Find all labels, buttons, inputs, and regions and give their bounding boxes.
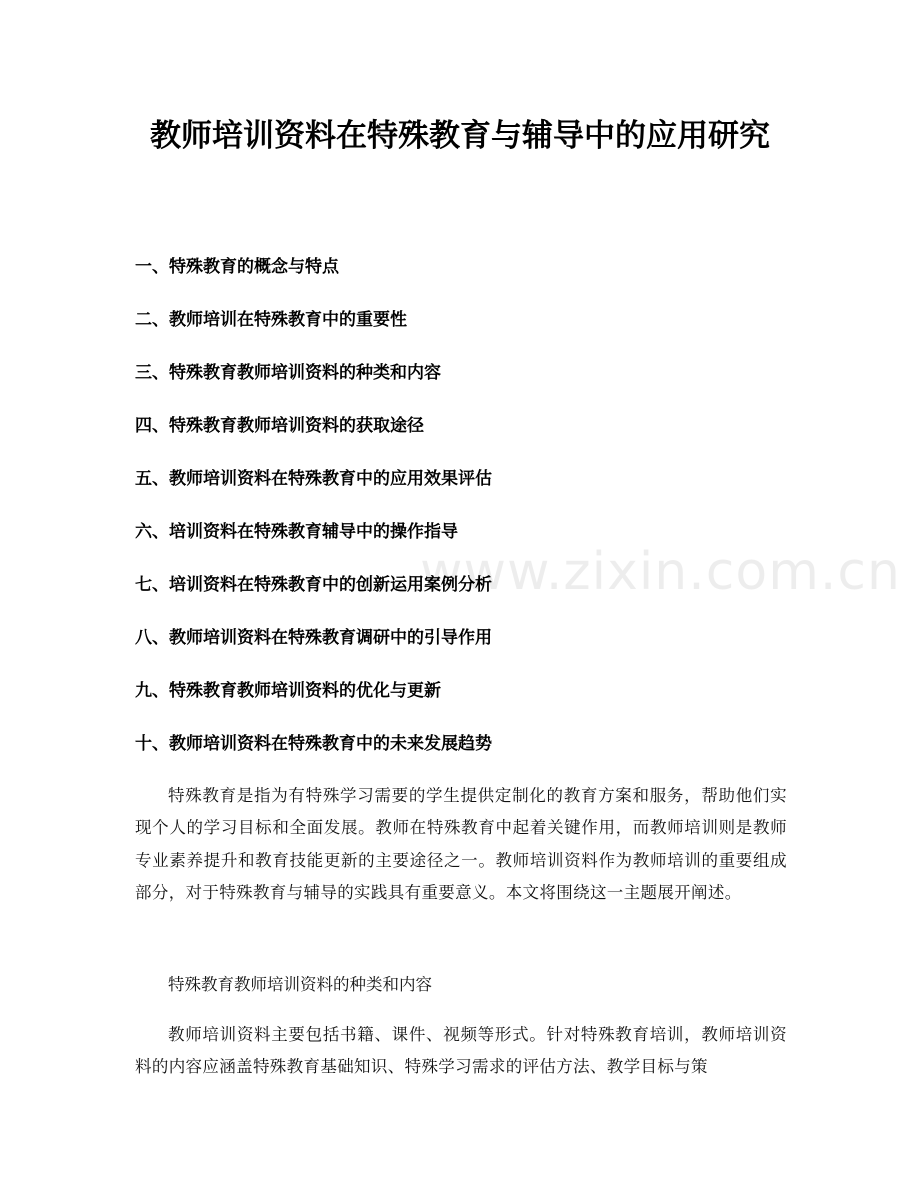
watermark: www.zixin.com.cn	[420, 542, 901, 602]
toc-item: 五、教师培训资料在特殊教育中的应用效果评估	[135, 469, 492, 489]
toc-item: 八、教师培训资料在特殊教育调研中的引导作用	[135, 628, 492, 648]
body-paragraph: 教师培训资料主要包括书籍、课件、视频等形式。针对特殊教育培训，教师培训资料的内容应涵盖特殊教育基础知识、特殊学习需求的评估方法、教学目标与策	[135, 1025, 787, 1077]
intro-paragraph: 特殊教育是指为有特殊学习需要的学生提供定制化的教育方案和服务，帮助他们实现个人的学习目标和全面发展。教师在特殊教育中起着关键作用，而教师培训则是教师专业素养提升和教育技能更新的主要途径之一。教师培训资料作为教师培训的重要组成部分，对于特殊教育与辅导的实践具有重要意义。本文将围绕这一主题展开阐述。	[135, 786, 787, 902]
toc-item: 十、教师培训资料在特殊教育中的未来发展趋势	[135, 734, 492, 754]
document-title: 教师培训资料在特殊教育与辅导中的应用研究	[150, 118, 770, 154]
toc-item: 四、特殊教育教师培训资料的获取途径	[135, 416, 424, 436]
toc-item: 二、教师培训在特殊教育中的重要性	[135, 310, 407, 330]
table-of-contents	[135, 252, 492, 782]
toc-item: 一、特殊教育的概念与特点	[135, 257, 339, 277]
toc-item: 三、特殊教育教师培训资料的种类和内容	[135, 363, 441, 383]
toc-item: 九、特殊教育教师培训资料的优化与更新	[135, 681, 441, 701]
section-subheading: 特殊教育教师培训资料的种类和内容	[168, 975, 432, 994]
toc-item: 七、培训资料在特殊教育中的创新运用案例分析	[135, 575, 492, 595]
toc-item: 六、培训资料在特殊教育辅导中的操作指导	[135, 522, 458, 542]
